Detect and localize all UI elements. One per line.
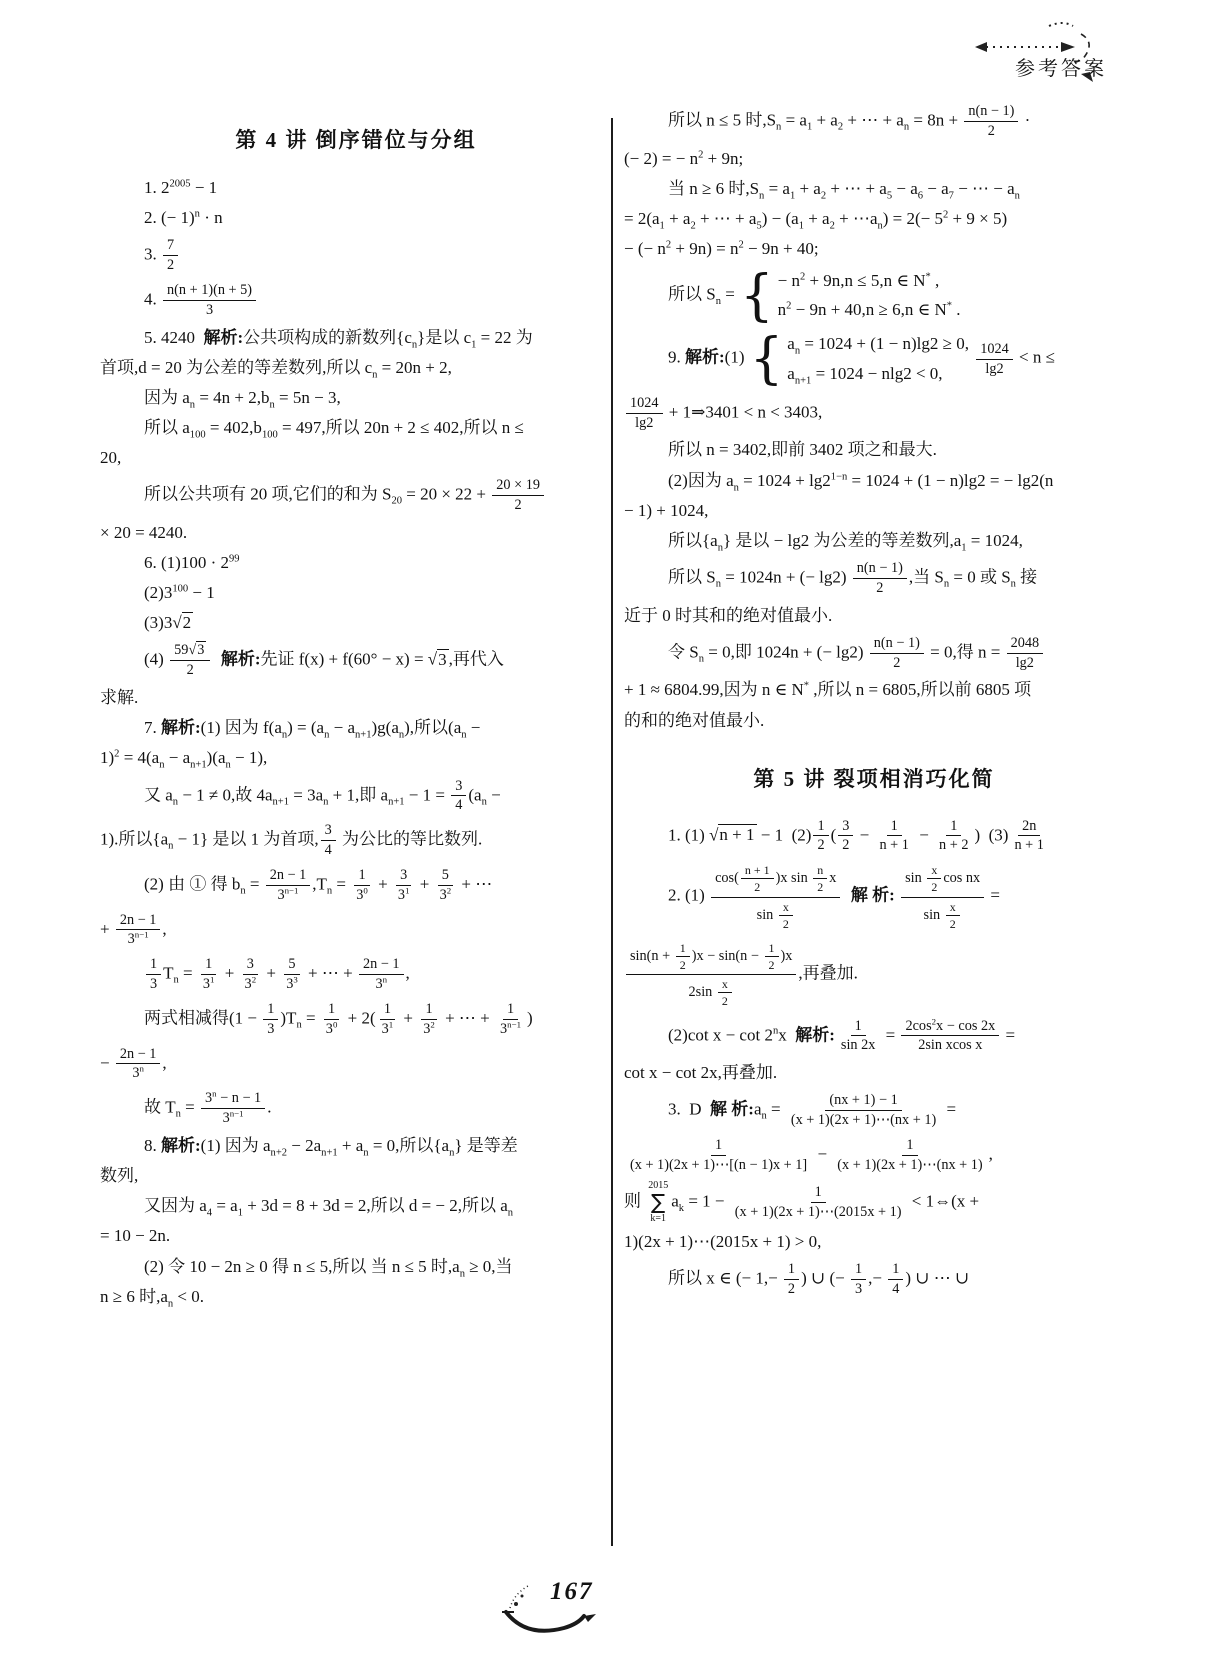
text-line: $\frac{1}{3}$ $T_n$ = $\frac{1}{3^1}$ + $\frac{3}{3^2}$ + $\frac{5}{3^3}$ + ⋯ + $\frac{2n - 1}{3^n}$ , [100,955,612,994]
text-line: (2)cot x − cot 2$^n$x 解析: $\frac{1}{\sin 2x}$ = $\frac{2\cos^2x - \cos 2x}{\text{2sin xcos x}}$ = [668,1015,1016,1054]
text-line: + $\frac{2n - 1}{3^{n-1}}$ , [100,911,167,948]
section-title-lecture5: 第 5 讲 裂项相消巧化简 [753,766,995,791]
right-column [624,96,1124,1305]
text-line: 8. 解析:(1) 因为 $a_{n+2} - 2a_{n+1} + a_n = 0$,所以$\{a_n\}$ 是等差 [144,1136,518,1159]
text-line: 3. $\frac{7}{2}$ [100,236,612,275]
page-header-title: 参考答案 [1015,58,1107,80]
text-line: (3)3√2 [144,613,192,633]
text-line: 所以 $a_{100} = 402,b_{100} = 497$,所以 20n + 2 ≤ 402,所以 n ≤ [144,418,524,441]
text-line: 9. 解析:(1) { $a_n = 1024 + (1 - n)\lg 2 \ge 0$, $a_{n+1} = 1024 - nlg2 < 0$, $\frac{1024}{\lg 2}$ < n ≤ [668,326,1055,391]
text-line: 因为 $a_n = 4n + 2,b_n = 5n - 3$, [144,387,341,411]
text-line: 2. (1) cos( $\frac{n + 1}{2}$ )x sin $\frac{n}{2}$ x sin $\frac{x}{2}$ 解 析: sin $\frac{x}{2}$ cos nx sin $\frac{x}{2}$ = [668,863,1001,931]
text-line: 3. D 解 析$:a_n$ = $\frac{(nx + 1) - 1}{(x + 1)(2x + 1)\cdots(nx + 1)}$ = [668,1092,957,1129]
text-line: 的和的绝对值最小. [624,710,765,730]
text-line: 1)(2x + 1)⋯(2015x + 1) > 0, [624,1231,822,1251]
text-line: 令 $S_n = 0$,即 1024n + (− lg2) $\frac{n(n - 1)}{2}$ = 0,得 n = $\frac{2048}{\lg 2}$ [624,634,1124,673]
text-line: sin(n + $\frac{1}{2}$ )x − sin(n − $\frac{1}{2}$ )x 2sin $\frac{x}{2}$ ,再叠加. [624,939,1124,1011]
text-line: 又因为 $a_4 = a_1 + 3d = 8 + 3d = 2$,所以 d = − 2,所以 $a_n$ [144,1196,514,1219]
text-line: $1)^2 = 4(a_n - a_{n+1})(a_n - 1)$, [100,748,268,771]
text-line: (2) 由 ① 得 $b_n$ = $\frac{2n - 1}{3^{n-1}}$ $,T_n$ = $\frac{1}{3^0}$ + $\frac{3}{3^1}$ + $\frac{5}{3^2}$ + ⋯ [144,866,493,903]
text-line: 所以 $S_n = 1024n$ + (− lg2) $\frac{n(n - 1)}{2}$ ,当 $S_n = 0$ 或 $S_n$ 接 [668,559,1038,596]
text-line: 5. 4240 解析:公共项构成的新数列$\{c_n\}$是以 $c_1 = 22$ 为 [144,327,533,351]
text-line: + 1 ≈ 6804.99,因为 n ∈ N* ,所以 n = 6805,所以前 6805 项 [624,680,1032,700]
text-line: 所以$\{a_n\}$ 是以 − lg2 为公差的等差数列$,a_1 = 1024$, [668,530,1023,554]
column-divider-rule [611,118,613,1546]
text-line: 所以 n = 3402,即前 3402 项之和最大. [668,440,937,460]
text-line: 故 $T_n$ = $\frac{3^n - n - 1}{3^{n-1}}$ . [144,1088,272,1127]
text-line: $\frac{1024}{\lg 2}$ + 1⇒3401 < n < 3403, [624,394,1124,433]
text-line: (2) 令 10 − 2n ≥ 0 得 n ≤ 5,所以 当 n ≤ 5 时$,a_n \ge 0$,当 [144,1256,513,1279]
lecture5-answers [624,817,1124,1299]
text-line: cot x − cot 2x,再叠加. [624,1063,778,1083]
text-line: 当 n ≥ 6 时$,S_n = a_1 + a_2$ + ⋯ + $a_5 - a_6 - a_7$ − ⋯ − $a_n$ [668,178,1020,202]
text-line: 所以 x ∈ (− 1,− $\frac{1}{2}$ ) ∪ (− $\frac{1}{3}$ ,− $\frac{1}{4}$ ) ∪ ⋯ ∪ [668,1260,970,1297]
text-line: (4) $\frac{59√3}{2}$ 解析:先证 f(x) + f(60° − x) = √3 ,再代入 [144,642,504,679]
text-line: 数列, [100,1166,139,1186]
text-line: 1. $2^{2005} - 1$ [144,178,218,197]
text-line: − (− $n^2 + 9n) = n^2 - 9n + 40$; [624,239,819,259]
text-line: 求解. [100,688,139,708]
text-line: 则 2015 ∑ k=1 $a_k = 1$ − $\frac{1}{(x + 1)(2x + 1)\cdots(2015x + 1)}$ < 1⇔(x + [624,1179,980,1224]
lecture4-answers-continued [624,102,1124,733]
text-line: × 20 = 4240. [100,522,188,542]
text-line: 又 $a_n - 1 \ne 0$,故 $4a_{n+1} = 3a_n + 1$,即 $a_{n+1} - 1$ = $\frac{3}{4}$ ($a_n$ − [144,777,501,814]
text-line: 1).所以$\{a_n - 1\}$ 是以 1 为首项, $\frac{3}{4}$ 为公比的等比数列. [100,822,483,859]
text-line: 首项,d = 20 为公差的等差数列,所以 $c_n = 20n + 2$, [100,357,452,381]
page-number: 167 [550,1578,594,1605]
text-line: $(2)3^{100} - 1$ [144,583,215,603]
text-line: n ≥ 6 时$,a_n < 0$. [100,1286,204,1310]
text-line: 所以公共项有 20 项,它们的和为 $S_{20} = 20 \times 22$ + $\frac{20 \times 19}{2}$ [100,476,612,515]
text-line: = 10 − 2n. [100,1226,171,1246]
text-line: 近于 0 时其和的绝对值最小. [624,605,833,625]
text-line: (2)因为 $a_n = 1024 + \lg 2^{1-n} = 1024 + (1 - n)\lg 2$ = − lg2(n [668,470,1054,493]
lecture4-answers [100,176,612,1309]
text-line: 6. $(1)100 \cdot 2^{99}$ [144,553,240,573]
section-title-lecture4: 第 4 讲 倒序错位与分组 [235,128,477,152]
left-column [100,110,612,1315]
text-line: 1. (1) √n + 1 − 1 (2) $\frac{1}{2}$ ( $\frac{3}{2}$ − $\frac{1}{n + 1}$ − $\frac{1}{n + 2}$ ) (3) $\frac{2n}{n + 1}$ [668,817,1044,854]
text-line: 7. 解析:(1) 因为 $f(a_n) = (a_n - a_{n+1})g(a_n)$,所以($a_n$ − [144,718,481,741]
text-line: $\frac{1}{(x + 1)(2x + 1)\cdots[(n - 1)x + 1]}$ − $\frac{1}{(x + 1)(2x + 1)\cdots(nx + 1)}$ , [630,1137,993,1173]
text-line: 所以 n ≤ 5 时$,S_n = a_1 + a_2$ + ⋯ + $a_n = 8n$ + $\frac{n(n - 1)}{2}$ · [668,103,1031,139]
text-line: 20, [100,448,122,468]
text-line: 所以 $S_n$ = { − $n^2 + 9n,n \le 5,n$ ∈ N* , $n^2 - 9n + 40,n \ge 6,n$ ∈ N* . [668,263,961,328]
text-line: 两式相减得(1 − $\frac{1}{3}$ )$T_n$ = $\frac{1}{3^0}$ + 2( $\frac{1}{3^1}$ + $\frac{1}{3^2}$ + ⋯ + $\frac{1}{3^{n-1}}$ ) [144,1000,533,1037]
text-line: − 1) + 1024, [624,500,709,520]
text-line: − $\frac{2n - 1}{3^n}$ , [100,1045,167,1082]
text-line: = $2(a_1 + a_2$ + ⋯ + $a_5) - (a_1 + a_2$ + $\cdots a_n) = 2(- 5^2 + 9 \times 5)$ [624,208,1008,232]
text-line: 2. (− 1)$^n$ · n [144,208,223,228]
text-line: (− 2) = − $n^2 + 9n$; [624,148,744,168]
text-line: 4. $\frac{n(n + 1)(n + 5)}{3}$ [100,281,612,320]
